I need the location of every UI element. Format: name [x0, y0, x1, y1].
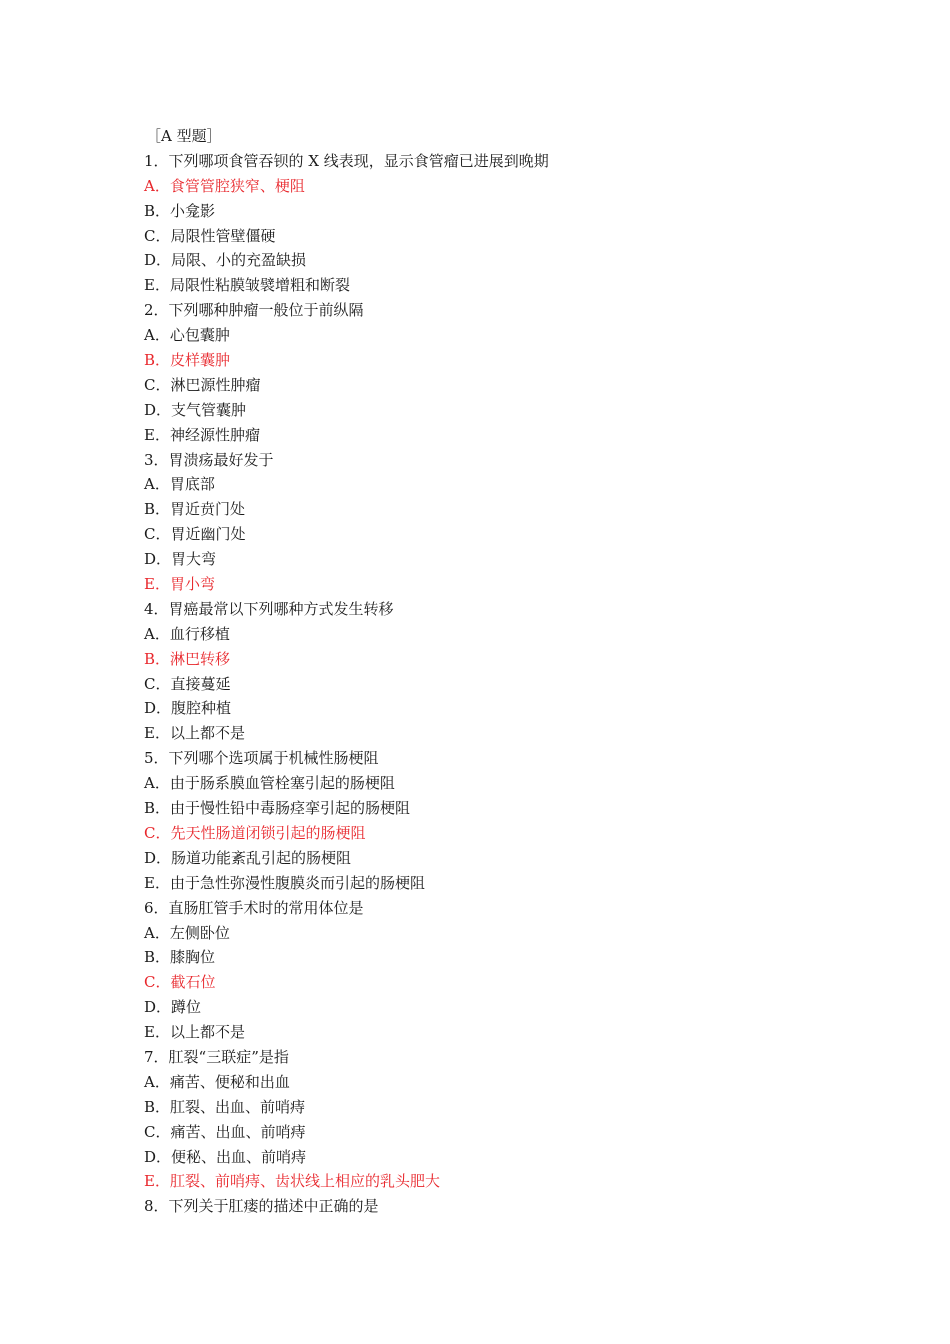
answer-option: B．由于慢性铅中毒肠痉挛引起的肠梗阻 [144, 799, 411, 818]
answer-option: C．淋巴源性肿瘤 [144, 375, 261, 394]
answer-option: E．由于急性弥漫性腹膜炎而引起的肠梗阻 [144, 873, 425, 892]
answer-option: C．胃近幽门处 [144, 525, 246, 544]
answer-option: C．直接蔓延 [144, 674, 231, 693]
answer-option: A．血行移植 [144, 624, 230, 643]
answer-option: A．痛苦、便秘和出血 [144, 1072, 290, 1091]
correct-answer-option: A．食管管腔狭窄、梗阻 [144, 176, 305, 195]
question-stem: 1．下列哪项食管吞钡的 X 线表现，显示食管瘤已进展到晚期 [144, 151, 549, 170]
answer-option: E．以上都不是 [144, 724, 245, 743]
answer-option: A．心包囊肿 [144, 326, 230, 345]
question-stem: 6．直肠肛管手术时的常用体位是 [144, 898, 364, 917]
section-header: ［A 型题］ [146, 127, 222, 145]
correct-answer-option: C．先天性肠道闭锁引起的肠梗阻 [144, 823, 366, 842]
question-stem: 5．下列哪个选项属于机械性肠梗阻 [144, 749, 379, 768]
answer-option: B．胃近贲门处 [144, 500, 246, 519]
correct-answer-option: E．肛裂、前哨痔、齿状线上相应的乳头肥大 [144, 1172, 440, 1191]
answer-option: E．神经源性肿瘤 [144, 425, 260, 444]
answer-option: B．小龛影 [144, 201, 216, 220]
answer-option: D．蹲位 [144, 998, 202, 1017]
correct-answer-option: B．皮样囊肿 [144, 351, 231, 370]
correct-answer-option: B．淋巴转移 [144, 649, 231, 668]
answer-option: C．痛苦、出血、前哨痔 [144, 1122, 306, 1141]
question-stem: 4．胃癌最常以下列哪种方式发生转移 [144, 599, 394, 618]
document-body [144, 124, 844, 1219]
question-stem: 8．下列关于肛瘘的描述中正确的是 [144, 1197, 379, 1216]
answer-option: D．腹腔种植 [144, 699, 232, 718]
answer-option: D．支气管囊肿 [144, 400, 247, 419]
answer-option: B．肛裂、出血、前哨痔 [144, 1097, 306, 1116]
answer-option: D．胃大弯 [144, 550, 217, 569]
question-stem: 3．胃溃疡最好发于 [144, 450, 274, 469]
correct-answer-option: E．胃小弯 [144, 575, 215, 594]
answer-option: E．局限性粘膜皱襞增粗和断裂 [144, 276, 350, 295]
question-stem: 7．肛裂“三联症”是指 [144, 1047, 289, 1066]
answer-option: C．局限性管壁僵硬 [144, 226, 276, 245]
answer-option: B．膝胸位 [144, 948, 216, 967]
answer-option: A．由于肠系膜血管栓塞引起的肠梗阻 [144, 774, 395, 793]
answer-option: D．局限、小的充盈缺损 [144, 251, 307, 270]
correct-answer-option: C．截石位 [144, 973, 216, 992]
answer-option: D．便秘、出血、前哨痔 [144, 1147, 307, 1166]
answer-option: E．以上都不是 [144, 1023, 245, 1042]
answer-option: A．左侧卧位 [144, 923, 230, 942]
answer-option: D．肠道功能紊乱引起的肠梗阻 [144, 848, 352, 867]
answer-option: A．胃底部 [144, 475, 215, 494]
question-stem: 2．下列哪种肿瘤一般位于前纵隔 [144, 301, 364, 320]
